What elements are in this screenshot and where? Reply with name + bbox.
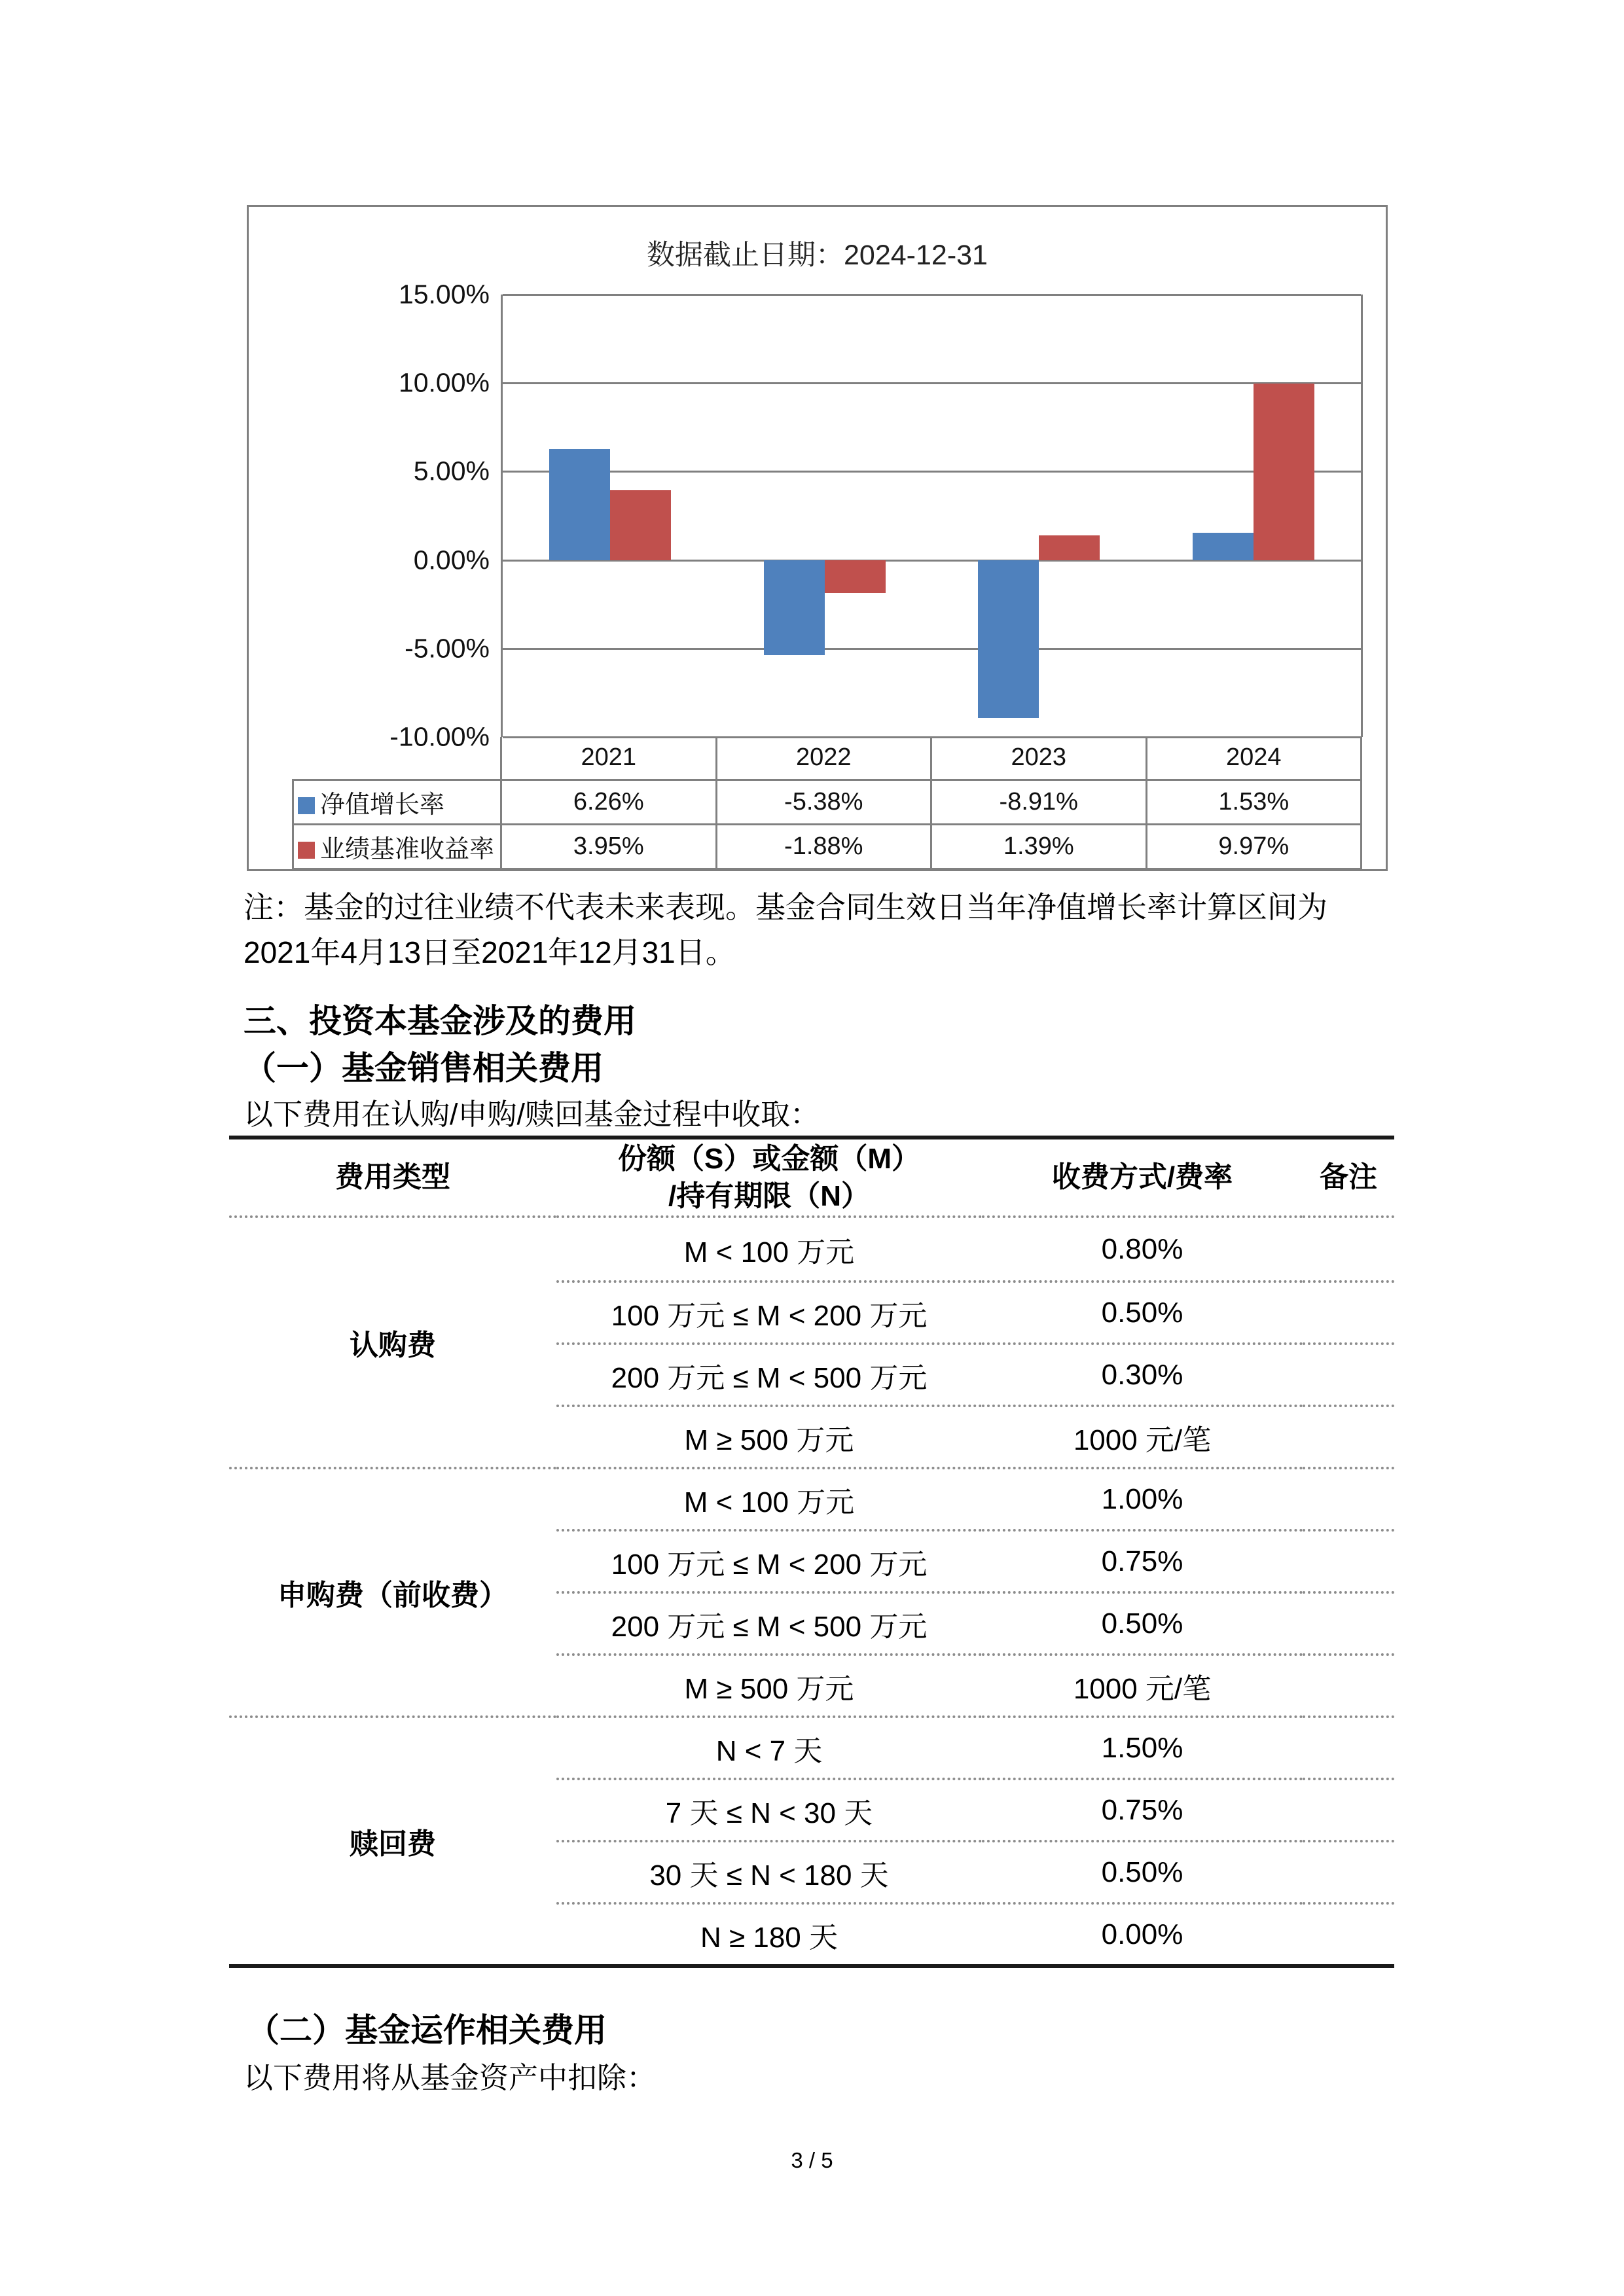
fee-table — [229, 1136, 1394, 1968]
series-row-benchmark — [293, 824, 1362, 869]
fee-note-cell — [1303, 1342, 1394, 1405]
chart-note: 注：基金的过往业绩不代表未来表现。基金合同生效日当年净值增长率计算区间为2021年4月13日至2021年12月31日。 — [244, 890, 1327, 969]
legend-swatch-red — [298, 842, 315, 859]
fee-rate-cell: 0.50% — [982, 1840, 1303, 1902]
fee-header-rate: 收费方式/费率 — [982, 1139, 1303, 1218]
y-axis-label: 0.00% — [413, 545, 490, 575]
fee-note-cell — [1303, 1591, 1394, 1653]
fee-rate-cell: 0.80% — [1101, 1232, 1183, 1265]
section-heading-fees: 三、投资本基金涉及的费用 — [244, 1003, 636, 1039]
year-header-cell: 2024 — [1146, 737, 1362, 780]
fee-group-label: 赎回费 — [229, 1715, 556, 1964]
fee-rate-cell: 0.00% — [982, 1902, 1303, 1964]
chart-title: 数据截止日期：2024-12-31 — [647, 240, 988, 271]
legend-cell — [293, 824, 501, 869]
fee-range-cell: N < 7 天 — [556, 1715, 982, 1778]
subsection-heading-operation-fees: （二）基金运作相关费用 — [247, 2012, 607, 2049]
bar-业绩基准收益率-2024 — [1254, 384, 1314, 560]
bar-净值增长率-2024 — [1193, 533, 1254, 560]
fee-rate-cell: 0.50% — [982, 1591, 1303, 1653]
gridline — [503, 294, 1361, 296]
value-cell: -8.91% — [931, 780, 1147, 824]
fee-header-type: 费用类型 — [229, 1139, 556, 1218]
fee-note-cell — [1303, 1529, 1394, 1591]
series-row-net-growth — [293, 780, 1362, 824]
bar-净值增长率-2023 — [978, 560, 1039, 718]
y-axis-label: 15.00% — [398, 279, 490, 310]
fee-note-cell — [1303, 1778, 1394, 1840]
table-corner — [293, 737, 501, 780]
fee-range-cell: 200 万元 ≤ M < 500 万元 — [556, 1342, 982, 1405]
value-cell: 6.26% — [501, 780, 717, 824]
year-header-cell: 2023 — [931, 737, 1147, 780]
fee-note-cell — [1303, 1653, 1394, 1715]
fee-rate-cell: 0.50% — [982, 1280, 1303, 1342]
fee-header-range-line2: /持有期限（N） — [668, 1180, 870, 1212]
page-number: 3 / 5 — [791, 2148, 833, 2172]
year-header-row — [293, 737, 1362, 780]
y-axis-label: -10.00% — [389, 721, 490, 752]
gridline — [503, 382, 1361, 384]
fee-note-cell — [1303, 1902, 1394, 1964]
fee-range-cell: M < 100 万元 — [683, 1236, 855, 1268]
fee-header-range-line1: 份额（S）或金额（M） — [618, 1142, 920, 1175]
bar-净值增长率-2022 — [764, 560, 825, 655]
value-cell: 1.39% — [931, 824, 1147, 869]
y-axis-label: 5.00% — [413, 456, 490, 486]
fee-group-label: 申购费（前收费） — [229, 1467, 556, 1715]
fee-note-cell — [1303, 1280, 1394, 1342]
value-cell: 3.95% — [501, 824, 717, 869]
fee-rate-cell: 1000 元/笔 — [982, 1653, 1303, 1715]
value-cell: -1.88% — [716, 824, 931, 869]
fee-note-cell — [1303, 1467, 1394, 1529]
year-header-cell: 2021 — [501, 737, 717, 780]
bar-业绩基准收益率-2023 — [1039, 535, 1100, 560]
bar-业绩基准收益率-2022 — [825, 560, 886, 594]
operation-fees-intro: 以下费用将从基金资产中扣除： — [244, 2061, 657, 2094]
fee-rate-cell: 1000 元/笔 — [982, 1405, 1303, 1467]
bar-业绩基准收益率-2021 — [610, 490, 671, 560]
value-cell: 9.97% — [1146, 824, 1362, 869]
fee-range-cell: M ≥ 500 万元 — [556, 1405, 982, 1467]
fee-header-range — [556, 1139, 982, 1218]
fee-note-cell — [1303, 1405, 1394, 1467]
fee-range-cell: 30 天 ≤ N < 180 天 — [556, 1840, 982, 1902]
fee-rate-cell: 0.30% — [982, 1342, 1303, 1405]
chart-data-table — [292, 737, 1362, 870]
fee-rate-cell: 1.00% — [982, 1467, 1303, 1529]
legend-cell — [293, 780, 501, 824]
y-axis-label: -5.00% — [405, 633, 490, 664]
fee-range-cell: N ≥ 180 天 — [556, 1902, 982, 1964]
fee-note-cell — [1303, 1715, 1394, 1778]
fee-rate-cell: 0.75% — [982, 1778, 1303, 1840]
performance-bar-chart — [247, 205, 1388, 871]
bar-净值增长率-2021 — [549, 449, 610, 560]
fee-group-label: 认购费 — [350, 1329, 436, 1361]
year-header-cell: 2022 — [716, 737, 931, 780]
legend-swatch-blue — [298, 797, 315, 814]
gridline — [503, 648, 1361, 650]
value-cell: -5.38% — [716, 780, 931, 824]
fee-range-cell: M ≥ 500 万元 — [556, 1653, 982, 1715]
fee-note-cell — [1303, 1840, 1394, 1902]
fee-range-cell: 100 万元 ≤ M < 200 万元 — [556, 1280, 982, 1342]
sales-fees-intro: 以下费用在认购/申购/赎回基金过程中收取： — [244, 1098, 820, 1131]
fee-rate-cell: 1.50% — [982, 1715, 1303, 1778]
fee-rate-cell: 0.75% — [982, 1529, 1303, 1591]
legend-label: 业绩基准收益率 — [320, 835, 495, 863]
legend-label: 净值增长率 — [320, 791, 445, 819]
fee-range-cell: 100 万元 ≤ M < 200 万元 — [556, 1529, 982, 1591]
fee-range-cell: M < 100 万元 — [556, 1467, 982, 1529]
subsection-heading-sales-fees: （一）基金销售相关费用 — [244, 1050, 604, 1086]
fee-header-note: 备注 — [1303, 1139, 1394, 1218]
value-cell: 1.53% — [1146, 780, 1362, 824]
y-axis-label: 10.00% — [398, 367, 490, 398]
fee-note-cell — [1303, 1218, 1394, 1280]
gridline — [503, 471, 1361, 473]
fee-range-cell: 7 天 ≤ N < 30 天 — [556, 1778, 982, 1840]
plot-area — [389, 279, 1363, 752]
fee-range-cell: 200 万元 ≤ M < 500 万元 — [556, 1591, 982, 1653]
